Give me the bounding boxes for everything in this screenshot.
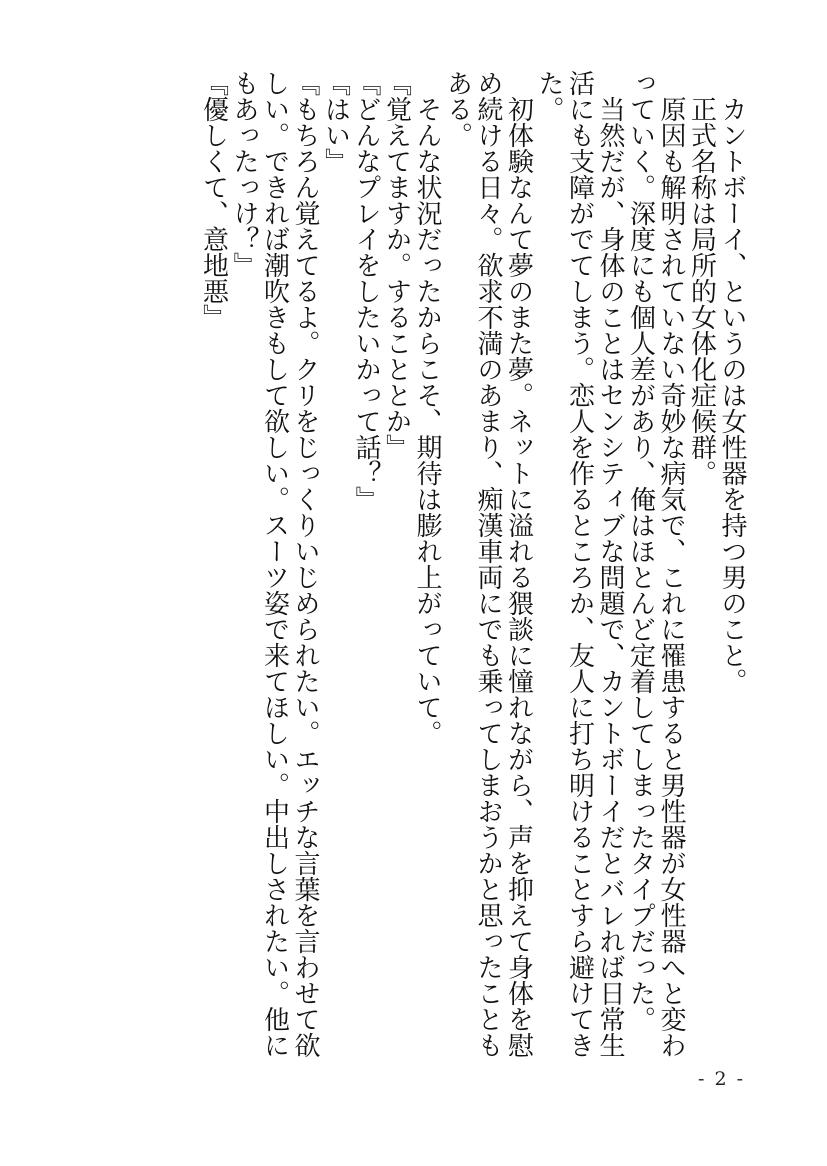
paragraph-3: 原因も解明されていない奇妙な病気で、これに罹患すると男性器が女性器へと変わっていく。深度にも個人差があり、俺はほとんど定着してしまったタイプだった。 xyxy=(625,70,686,1058)
dialogue-2: 『どんなプレイをしたいかって話？』 xyxy=(351,70,381,512)
paragraph-4: 当然だが、身体のことはセンシティブな問題で、カントボーイだとバレれば日常生活にも支障がでてしまう。恋人を作るところか、友人に打ち明けることすら避けてきた。 xyxy=(534,70,625,1058)
paragraph-6: そんな状況だったからこそ、期待は膨れ上がっていて。 xyxy=(412,96,442,746)
paragraph-1: カントボーイ、というのは女性器を持つ男のこと。 xyxy=(717,96,747,694)
paragraph-2: 正式名称は局所的女体化症候群。 xyxy=(686,96,717,486)
dialogue-3: 『はい』 xyxy=(320,70,351,174)
vertical-text-body xyxy=(67,70,747,1080)
paragraph-5: 初体験なんて夢のまた夢。ネットに溢れる猥談に憧れながら、声を抑えて身体を慰め続ける日々。欲求不満のあまり、痴漢車両にでも乗ってしまおうかと思ったこともある。 xyxy=(442,70,534,1058)
page-number: - 2 - xyxy=(697,1068,745,1090)
dialogue-4: 『もちろん覚えてるよ。クリをじっくりいじめられたい。エッチな言葉を言わせて欲しい。できれば潮吹きもして欲しい。スーツ姿で来てほしい。中出しされたい。他にもあったっけ？』 xyxy=(229,70,320,1058)
dialogue-5: 『優しくて、意地悪』 xyxy=(198,70,229,330)
dialogue-1: 『覚えてますか。することとか』 xyxy=(381,70,412,460)
